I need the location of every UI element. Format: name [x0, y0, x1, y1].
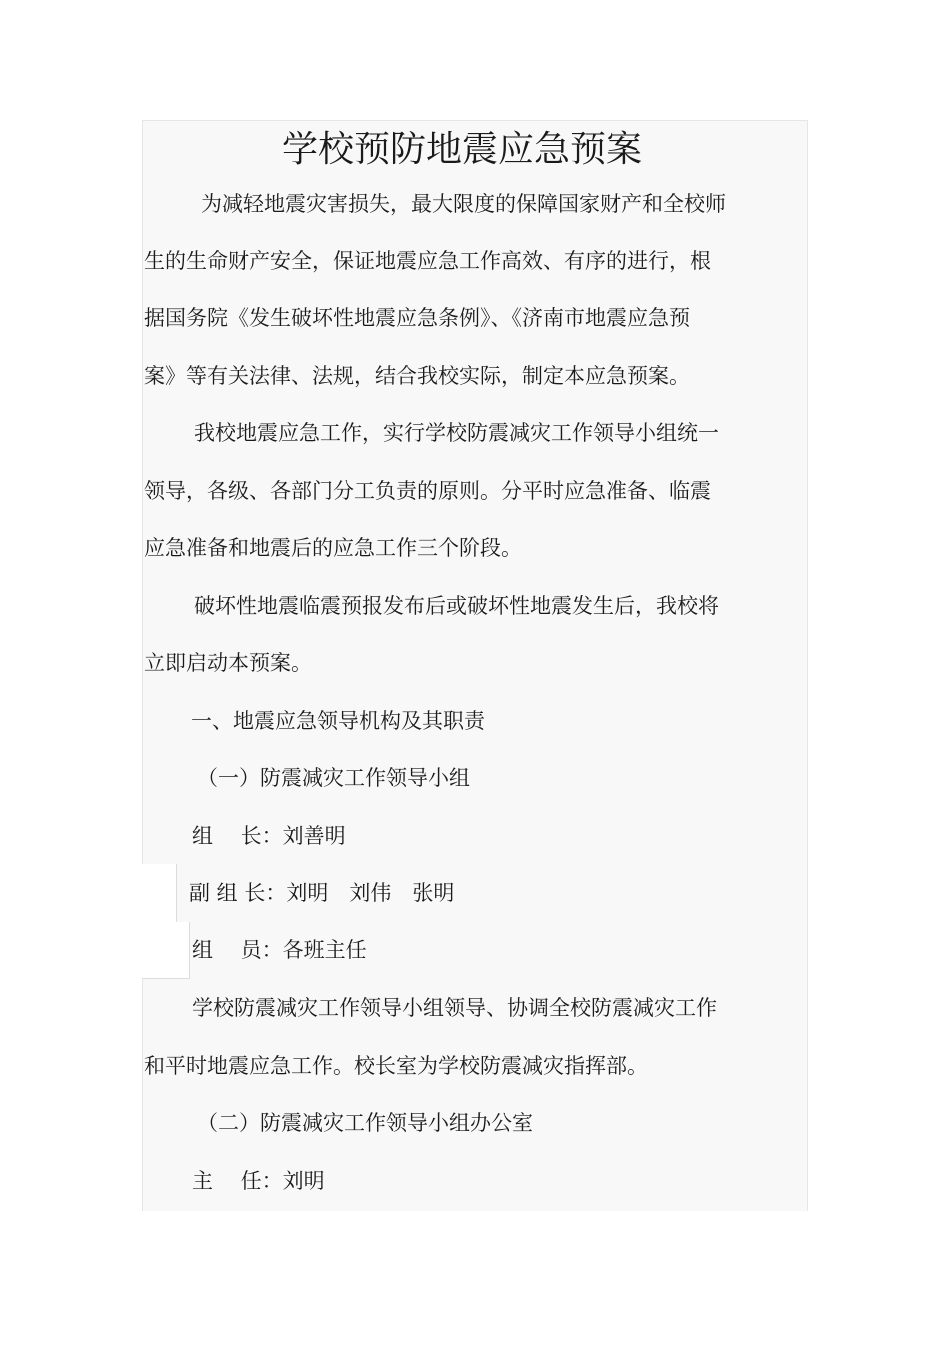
subsection-heading: （一）防震减灾工作领导小组 — [197, 766, 470, 790]
deputy-leader-line: 副 组 长：刘明 刘伟 张明 — [189, 881, 455, 905]
paragraph-line: 和平时地震应急工作。校长室为学校防震减灾指挥部。 — [144, 1054, 648, 1078]
section-heading: 一、地震应急领导机构及其职责 — [191, 709, 485, 733]
paragraph-line: 据国务院《发生破坏性地震应急条例》、《济南市地震应急预 — [144, 306, 690, 330]
paragraph-line: 领导，各级、各部门分工负责的原则。分平时应急准备、临震 — [144, 479, 711, 503]
paragraph-line: 立即启动本预案。 — [144, 651, 312, 675]
margin-box — [142, 922, 190, 979]
paragraph-line: 应急准备和地震后的应急工作三个阶段。 — [144, 536, 522, 560]
paragraph-line: 我校地震应急工作，实行学校防震减灾工作领导小组统一 — [194, 421, 719, 445]
paragraph-line: 为减轻地震灾害损失，最大限度的保障国家财产和全校师 — [201, 192, 726, 216]
director-line: 主 任：刘明 — [192, 1169, 325, 1193]
leader-line: 组 长：刘善明 — [192, 824, 346, 848]
margin-box — [142, 864, 177, 923]
paragraph-line: 学校防震减灾工作领导小组领导、协调全校防震减灾工作 — [192, 996, 717, 1020]
document-title: 学校预防地震应急预案 — [281, 129, 642, 170]
subsection-heading: （二）防震减灾工作领导小组办公室 — [197, 1111, 533, 1135]
members-line: 组 员：各班主任 — [192, 938, 367, 962]
paragraph-line: 生的生命财产安全，保证地震应急工作高效、有序的进行，根 — [144, 249, 711, 273]
paragraph-line: 破坏性地震临震预报发布后或破坏性地震发生后，我校将 — [194, 594, 719, 618]
paragraph-line: 案》等有关法律、法规，结合我校实际，制定本应急预案。 — [144, 364, 690, 388]
